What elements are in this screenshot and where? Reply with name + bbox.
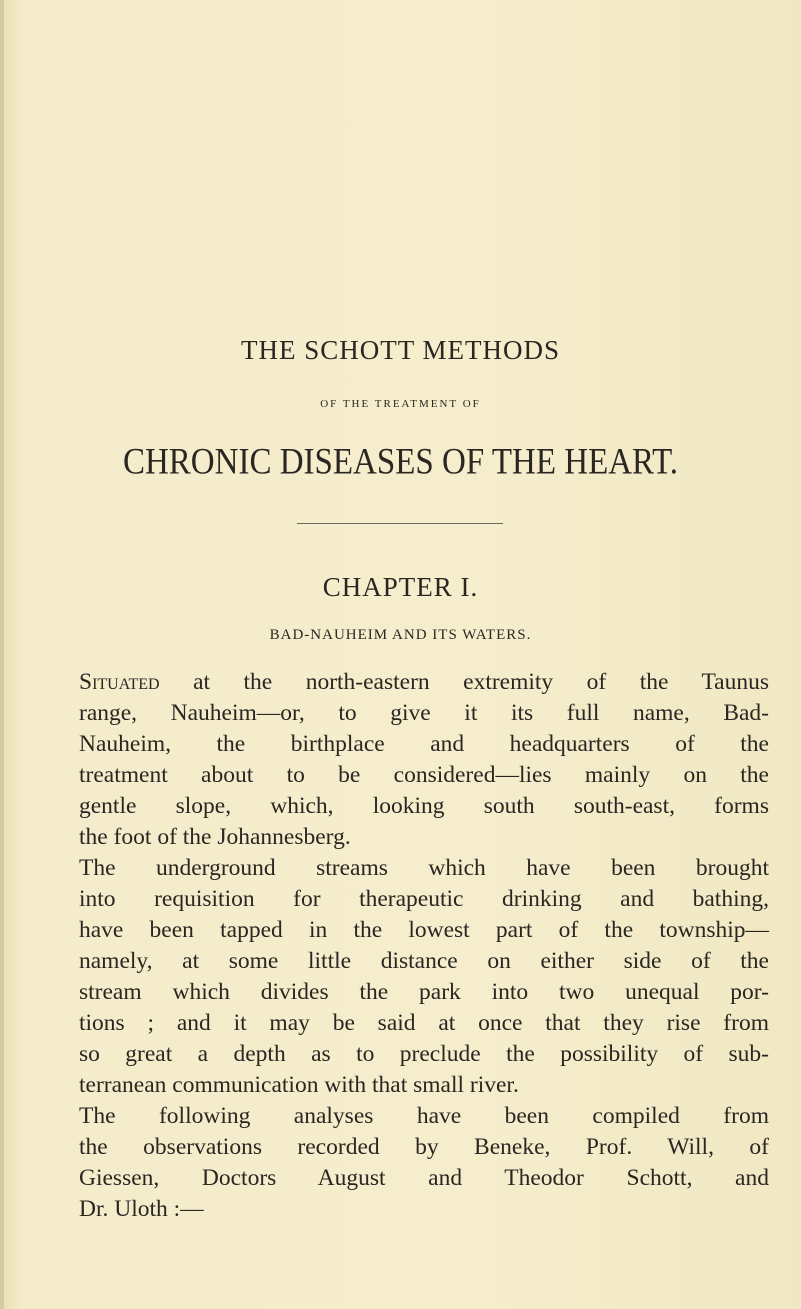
- book-subtitle: OF THE TREATMENT OF: [320, 398, 481, 410]
- text-line: Situated at the north-eastern extremity of the Taunus: [79, 669, 769, 695]
- text-line: Giessen, Doctors August and Theodor Schott, and: [79, 1165, 769, 1191]
- text-line: Nauheim, the birthplace and headquarters of the: [79, 731, 769, 757]
- text-line: The following analyses have been compiled from: [79, 1103, 769, 1129]
- text-line: terranean communication with that small river.: [79, 1072, 519, 1098]
- text-line: gentle slope, which, looking south south-east, forms: [79, 793, 769, 819]
- text-line: the observations recorded by Beneke, Prof. Will, of: [79, 1134, 769, 1160]
- text-line: have been tapped in the lowest part of the township—: [79, 917, 769, 943]
- text-line: namely, at some little distance on either side of the: [79, 948, 769, 974]
- title-divider-rule: [297, 523, 503, 524]
- section-title: BAD-NAUHEIM AND ITS WATERS.: [269, 627, 532, 643]
- text-line: the foot of the Johannesberg.: [79, 824, 351, 850]
- book-title: THE SCHOTT METHODS: [240, 335, 560, 365]
- text-line: The underground streams which have been brought: [79, 855, 769, 881]
- text-line: into requisition for therapeutic drinking and bathing,: [79, 886, 769, 912]
- page-gutter-edge: [0, 0, 4, 1309]
- text-line: Dr. Uloth :—: [79, 1196, 204, 1222]
- text-line: range, Nauheim—or, to give it its full name, Bad-: [79, 700, 769, 726]
- text-line: treatment about to be considered—lies mainly on the: [79, 762, 769, 788]
- book-heading: CHRONIC DISEASES OF THE HEART.: [122, 442, 679, 483]
- text-line: so great a depth as to preclude the possibility of sub-: [79, 1041, 769, 1067]
- body-text: [79, 667, 769, 1225]
- lead-word: Situated: [79, 669, 160, 695]
- text-line: tions ; and it may be said at once that they rise from: [79, 1010, 769, 1036]
- chapter-heading: CHAPTER I.: [322, 572, 479, 602]
- text-line: stream which divides the park into two unequal por-: [79, 979, 769, 1005]
